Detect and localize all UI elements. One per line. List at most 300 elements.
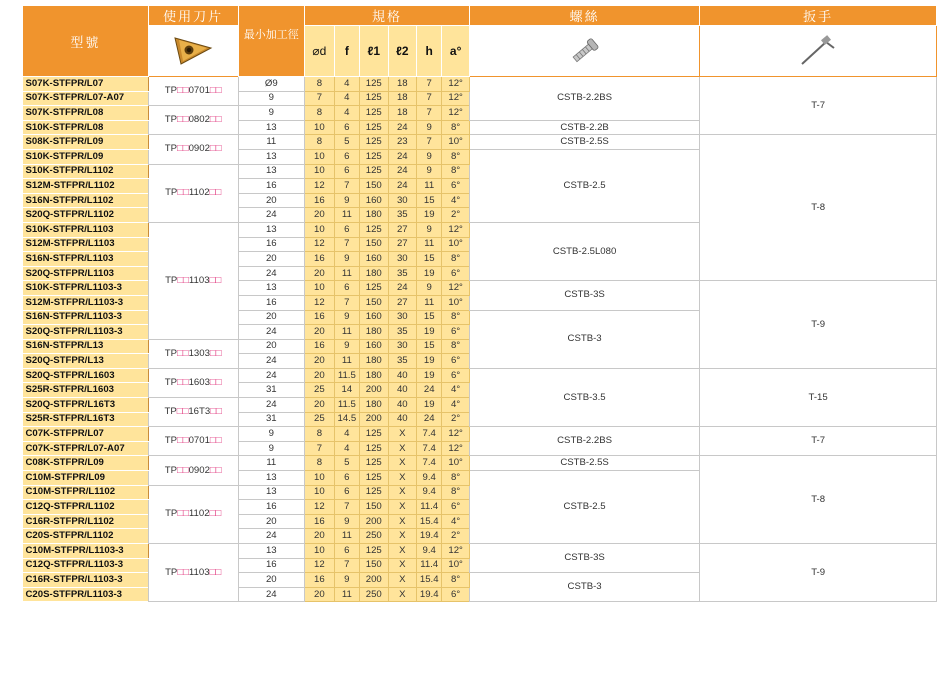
dim-a-cell: 2° [442, 208, 470, 223]
dim-l1-cell: 125 [360, 485, 389, 500]
dim-l2-cell: 40 [388, 368, 417, 383]
model-cell: S07K-STFPR/L07-A07 [23, 91, 149, 106]
placeholder-box: □□ [176, 85, 189, 97]
screw-cell: CSTB-3 [469, 573, 699, 602]
model-cell: C07K-STFPR/L07 [23, 427, 149, 442]
wrench-cell: T-8 [700, 135, 937, 281]
blade-cell [148, 164, 238, 222]
dim-d-cell: 10 [305, 281, 335, 296]
blade-prefix: TP [164, 85, 177, 97]
min-dia-cell: 13 [238, 544, 305, 559]
dim-d-cell: 20 [305, 208, 335, 223]
dim-l2-cell: X [388, 471, 417, 486]
dim-h-cell: 15.4 [417, 514, 442, 529]
dim-f-cell: 9 [334, 252, 359, 267]
model-cell: S10K-STFPR/L08 [23, 120, 149, 135]
blade-code: 1303 [188, 347, 210, 359]
dim-h-cell: 9 [417, 120, 442, 135]
placeholder-box: □□ [177, 508, 189, 520]
blade-cell [148, 544, 238, 602]
dim-h-cell: 15.4 [417, 573, 442, 588]
dim-l1-cell: 125 [360, 281, 389, 296]
dim-d-cell: 20 [305, 587, 335, 602]
dim-f-cell: 5 [334, 135, 359, 150]
dim-l2-cell: 24 [388, 179, 417, 194]
model-cell: S10K-STFPR/L1103-3 [23, 281, 149, 296]
dim-f-cell: 4 [334, 106, 359, 121]
dim-h-cell: 19 [417, 266, 442, 281]
dim-f-cell: 6 [334, 222, 359, 237]
table-row [23, 135, 937, 150]
dim-l1-cell: 200 [360, 412, 389, 427]
blade-cell [148, 77, 238, 106]
model-cell: C16R-STFPR/L1103-3 [23, 573, 149, 588]
dim-f-cell: 11 [334, 325, 359, 340]
dim-a-cell: 8° [442, 149, 470, 164]
table-row [23, 544, 937, 559]
dim-d-cell: 10 [305, 120, 335, 135]
dim-l2-header: ℓ2 [388, 26, 417, 77]
dim-l2-cell: 18 [388, 106, 417, 121]
dim-f-cell: 6 [334, 544, 359, 559]
dim-h-cell: 11 [417, 237, 442, 252]
wrench-cell: T-15 [700, 368, 937, 426]
wrench-image-cell [700, 26, 937, 77]
dim-h-cell: 7 [417, 106, 442, 121]
dim-h-cell: 24 [417, 412, 442, 427]
dim-d-cell: 8 [305, 77, 335, 92]
dim-d-cell: 20 [305, 368, 335, 383]
min-dia-cell: 31 [238, 383, 305, 398]
dim-d-cell: 12 [305, 295, 335, 310]
dim-d-cell: 20 [305, 398, 335, 413]
dim-d-cell: 16 [305, 310, 335, 325]
dim-a-cell: 12° [442, 441, 470, 456]
dim-l1-cell: 150 [360, 237, 389, 252]
dim-f-cell: 9 [334, 193, 359, 208]
dim-h-cell: 7.4 [417, 427, 442, 442]
dim-l2-cell: X [388, 514, 417, 529]
dim-h-cell: 11 [417, 179, 442, 194]
min-dia-cell: 24 [238, 266, 305, 281]
dim-l1-cell: 125 [360, 456, 389, 471]
dim-l1-cell: 200 [360, 383, 389, 398]
model-cell: S16N-STFPR/L13 [23, 339, 149, 354]
min-dia-cell: 13 [238, 120, 305, 135]
dim-a-cell: 8° [442, 339, 470, 354]
dim-l2-cell: 27 [388, 295, 417, 310]
dim-l1-cell: 180 [360, 354, 389, 369]
blade-prefix: TP [164, 435, 177, 447]
dim-f-cell: 6 [334, 471, 359, 486]
model-cell: S25R-STFPR/L1603 [23, 383, 149, 398]
min-dia-cell: 31 [238, 412, 305, 427]
dim-a-cell: 8° [442, 164, 470, 179]
dim-a-cell: 2° [442, 529, 470, 544]
dim-l1-cell: 180 [360, 266, 389, 281]
dim-a-cell: 10° [442, 295, 470, 310]
blade-cell [148, 135, 238, 164]
dim-l2-cell: 18 [388, 77, 417, 92]
min-dia-cell: Ø9 [238, 77, 305, 92]
dim-l1-cell: 160 [360, 339, 389, 354]
dim-a-cell: 6° [442, 179, 470, 194]
dim-h-cell: 19 [417, 398, 442, 413]
min-dia-cell: 13 [238, 471, 305, 486]
dim-h-cell: 15 [417, 252, 442, 267]
dim-f-cell: 9 [334, 339, 359, 354]
screw-cell: CSTB-3S [469, 544, 699, 573]
blade-code: 16T3 [188, 406, 211, 418]
dim-f-header: f [334, 26, 359, 77]
dim-l1-cell: 125 [360, 222, 389, 237]
dim-d-cell: 16 [305, 193, 335, 208]
insert-image-cell [148, 26, 238, 77]
dim-h-cell: 11.4 [417, 558, 442, 573]
blade-code: 1603 [188, 376, 210, 388]
dim-l1-cell: 200 [360, 514, 389, 529]
dim-h-cell: 24 [417, 383, 442, 398]
blade-prefix: TP [164, 406, 177, 418]
min-dia-cell: 24 [238, 325, 305, 340]
placeholder-box: □□ [209, 376, 222, 388]
model-cell: S10K-STFPR/L1103 [23, 222, 149, 237]
dim-d-cell: 10 [305, 149, 335, 164]
placeholder-box: □□ [177, 566, 189, 578]
dim-l2-cell: 35 [388, 354, 417, 369]
model-cell: S10K-STFPR/L1102 [23, 164, 149, 179]
dim-l2-cell: 27 [388, 237, 417, 252]
placeholder-box: □□ [209, 435, 222, 447]
dim-l2-cell: 35 [388, 266, 417, 281]
dim-a-cell: 4° [442, 193, 470, 208]
dim-l1-cell: 125 [360, 106, 389, 121]
dim-l2-cell: 30 [388, 310, 417, 325]
min-dia-cell: 24 [238, 208, 305, 223]
dim-l2-cell: X [388, 587, 417, 602]
dim-l1-cell: 150 [360, 295, 389, 310]
dim-a-cell: 4° [442, 383, 470, 398]
dim-d-cell: 12 [305, 179, 335, 194]
dim-f-cell: 5 [334, 456, 359, 471]
dim-f-cell: 6 [334, 149, 359, 164]
dim-d-cell: 16 [305, 252, 335, 267]
dim-f-cell: 4 [334, 441, 359, 456]
model-cell: C08K-STFPR/L09 [23, 456, 149, 471]
dim-a-cell: 10° [442, 558, 470, 573]
screw-cell: CSTB-2.5L080 [469, 222, 699, 280]
dim-l1-cell: 125 [360, 149, 389, 164]
dim-f-cell: 6 [334, 164, 359, 179]
dim-h-cell: 7 [417, 77, 442, 92]
min-dia-cell: 16 [238, 500, 305, 515]
model-cell: S12M-STFPR/L1103-3 [23, 295, 149, 310]
dim-d-cell: 10 [305, 471, 335, 486]
min-dia-cell: 16 [238, 295, 305, 310]
dim-h-cell: 11.4 [417, 500, 442, 515]
dim-l1-cell: 150 [360, 179, 389, 194]
dim-l1-cell: 180 [360, 398, 389, 413]
dim-h-cell: 15 [417, 310, 442, 325]
model-cell: S20Q-STFPR/L1103-3 [23, 325, 149, 340]
dim-a-cell: 12° [442, 544, 470, 559]
min-dia-cell: 9 [238, 106, 305, 121]
screw-cell: CSTB-2.2BS [469, 427, 699, 456]
wrench-cell: T-7 [700, 427, 937, 456]
blade-prefix: TP [165, 566, 178, 578]
dim-l2-cell: 18 [388, 91, 417, 106]
dim-d-cell: 10 [305, 164, 335, 179]
dim-h-cell: 9.4 [417, 485, 442, 500]
dim-a-cell: 4° [442, 398, 470, 413]
dim-f-cell: 11 [334, 587, 359, 602]
dim-h-cell: 19 [417, 208, 442, 223]
dim-l2-cell: X [388, 485, 417, 500]
placeholder-box: □□ [176, 114, 189, 126]
model-cell: S10K-STFPR/L09 [23, 149, 149, 164]
min-dia-cell: 11 [238, 456, 305, 471]
placeholder-box: □□ [209, 114, 222, 126]
placeholder-box: □□ [209, 566, 222, 578]
model-cell: S20Q-STFPR/L1603 [23, 368, 149, 383]
dim-a-cell: 12° [442, 281, 470, 296]
wrench-cell: T-9 [700, 281, 937, 369]
min-dia-cell: 13 [238, 222, 305, 237]
dim-h-cell: 19 [417, 368, 442, 383]
min-dia-cell: 20 [238, 573, 305, 588]
dim-l2-cell: 24 [388, 149, 417, 164]
blade-prefix: TP [164, 114, 177, 126]
dim-h-cell: 19.4 [417, 529, 442, 544]
dim-d-cell: 10 [305, 222, 335, 237]
dim-d-cell: 20 [305, 529, 335, 544]
blade-prefix: TP [164, 347, 177, 359]
dim-l1-cell: 200 [360, 573, 389, 588]
dim-f-cell: 9 [334, 310, 359, 325]
dim-f-cell: 14 [334, 383, 359, 398]
blade-cell [148, 398, 238, 427]
screw-cell: CSTB-2.2BS [469, 77, 699, 121]
blade-code: 0902 [188, 143, 210, 155]
screw-cell: CSTB-3 [469, 310, 699, 368]
placeholder-box: □□ [176, 347, 189, 359]
placeholder-box: □□ [209, 85, 222, 97]
dim-h-cell: 15 [417, 193, 442, 208]
min-dia-cell: 24 [238, 398, 305, 413]
dim-h-cell: 9.4 [417, 544, 442, 559]
dim-f-cell: 7 [334, 295, 359, 310]
dim-l1-header: ℓ1 [360, 26, 389, 77]
spec-table [22, 5, 937, 602]
dim-l1-cell: 180 [360, 325, 389, 340]
dim-a-cell: 6° [442, 587, 470, 602]
min-dia-header: 最小加工徑 [238, 6, 305, 77]
dim-d-cell: 12 [305, 558, 335, 573]
dim-l2-cell: 24 [388, 281, 417, 296]
dim-a-cell: 8° [442, 485, 470, 500]
dim-l1-cell: 125 [360, 471, 389, 486]
dim-l2-cell: 30 [388, 193, 417, 208]
dim-f-cell: 9 [334, 514, 359, 529]
dim-a-cell: 8° [442, 120, 470, 135]
placeholder-box: □□ [177, 187, 189, 199]
dim-a-cell: 6° [442, 368, 470, 383]
min-dia-cell: 16 [238, 179, 305, 194]
dim-f-cell: 11 [334, 529, 359, 544]
dim-l1-cell: 250 [360, 529, 389, 544]
dim-h-cell: 7.4 [417, 456, 442, 471]
screw-cell: CSTB-2.5 [469, 149, 699, 222]
dim-l2-cell: X [388, 427, 417, 442]
blade-code: 0701 [188, 85, 210, 97]
placeholder-box: □□ [176, 143, 189, 155]
placeholder-box: □□ [176, 464, 189, 476]
screw-cell: CSTB-3.5 [469, 368, 699, 426]
spec-header: 規格 [305, 6, 470, 26]
min-dia-cell: 13 [238, 149, 305, 164]
model-cell: S20Q-STFPR/L1102 [23, 208, 149, 223]
model-cell: S25R-STFPR/L16T3 [23, 412, 149, 427]
dim-f-cell: 11.5 [334, 398, 359, 413]
placeholder-box: □□ [177, 274, 189, 286]
dim-d-cell: 16 [305, 514, 335, 529]
blade-code: 1102 [188, 508, 210, 520]
blade-code: 1102 [188, 187, 210, 199]
blade-cell [148, 339, 238, 368]
dim-d-cell: 8 [305, 427, 335, 442]
dim-h-cell: 7 [417, 135, 442, 150]
placeholder-box: □□ [176, 435, 189, 447]
dim-f-cell: 11 [334, 208, 359, 223]
model-cell: C20S-STFPR/L1103-3 [23, 587, 149, 602]
model-cell: C12Q-STFPR/L1103-3 [23, 558, 149, 573]
min-dia-cell: 20 [238, 193, 305, 208]
dim-d-cell: 25 [305, 412, 335, 427]
dim-h-cell: 9.4 [417, 471, 442, 486]
placeholder-box: □□ [209, 347, 222, 359]
dim-h-cell: 19 [417, 325, 442, 340]
min-dia-cell: 9 [238, 91, 305, 106]
model-cell: S07K-STFPR/L08 [23, 106, 149, 121]
dim-h-cell: 9 [417, 222, 442, 237]
dim-h-cell: 7.4 [417, 441, 442, 456]
dim-l2-cell: X [388, 456, 417, 471]
dim-l1-cell: 180 [360, 208, 389, 223]
dim-a-cell: 12° [442, 77, 470, 92]
dim-f-cell: 6 [334, 485, 359, 500]
placeholder-box: □□ [209, 464, 222, 476]
dim-l2-cell: X [388, 544, 417, 559]
dim-h-cell: 9 [417, 149, 442, 164]
dim-l2-cell: 40 [388, 412, 417, 427]
dim-a-header: a° [442, 26, 470, 77]
blade-cell [148, 222, 238, 339]
dim-d-cell: 8 [305, 106, 335, 121]
dim-d-cell: 12 [305, 237, 335, 252]
screw-cell: CSTB-3S [469, 281, 699, 310]
model-cell: S20Q-STFPR/L16T3 [23, 398, 149, 413]
dim-a-cell: 10° [442, 135, 470, 150]
model-cell: S12M-STFPR/L1102 [23, 179, 149, 194]
blade-prefix: TP [164, 464, 177, 476]
min-dia-cell: 11 [238, 135, 305, 150]
dim-d-cell: 10 [305, 544, 335, 559]
model-header: 型號 [23, 6, 149, 77]
screw-image-cell [469, 26, 699, 77]
dim-f-cell: 11 [334, 354, 359, 369]
wrench-header: 扳手 [700, 6, 937, 26]
blade-code: 1103 [188, 274, 210, 286]
dim-a-cell: 6° [442, 500, 470, 515]
dim-l1-cell: 150 [360, 500, 389, 515]
dim-f-cell: 11.5 [334, 368, 359, 383]
dim-d-header: ⌀d [305, 26, 335, 77]
blade-cell [148, 106, 238, 135]
dim-d-cell: 10 [305, 485, 335, 500]
blade-cell [148, 485, 238, 543]
dim-a-cell: 8° [442, 310, 470, 325]
dim-l2-cell: 40 [388, 398, 417, 413]
dim-f-cell: 14.5 [334, 412, 359, 427]
dim-l1-cell: 125 [360, 544, 389, 559]
table-row [23, 456, 937, 471]
blade-code: 1103 [188, 566, 210, 578]
dim-d-cell: 7 [305, 91, 335, 106]
dim-f-cell: 11 [334, 266, 359, 281]
screw-cell: CSTB-2.5 [469, 471, 699, 544]
dim-a-cell: 8° [442, 471, 470, 486]
model-cell: C12Q-STFPR/L1102 [23, 500, 149, 515]
dim-l1-cell: 125 [360, 120, 389, 135]
dim-h-cell: 7 [417, 91, 442, 106]
screw-cell: CSTB-2.2B [469, 120, 699, 135]
dim-d-cell: 12 [305, 500, 335, 515]
min-dia-cell: 24 [238, 368, 305, 383]
dim-h-cell: 11 [417, 295, 442, 310]
dim-l1-cell: 250 [360, 587, 389, 602]
dim-a-cell: 12° [442, 106, 470, 121]
blade-prefix: TP [165, 508, 178, 520]
model-cell: S20Q-STFPR/L13 [23, 354, 149, 369]
dim-f-cell: 7 [334, 558, 359, 573]
dim-h-cell: 19.4 [417, 587, 442, 602]
blade-code: 0701 [188, 435, 210, 447]
model-cell: C16R-STFPR/L1102 [23, 514, 149, 529]
dim-d-cell: 16 [305, 573, 335, 588]
min-dia-cell: 24 [238, 354, 305, 369]
dim-a-cell: 2° [442, 412, 470, 427]
min-dia-cell: 24 [238, 529, 305, 544]
model-cell: C20S-STFPR/L1102 [23, 529, 149, 544]
dim-d-cell: 8 [305, 135, 335, 150]
dim-a-cell: 10° [442, 237, 470, 252]
model-cell: C10M-STFPR/L1102 [23, 485, 149, 500]
torx-wrench-icon [798, 34, 838, 68]
placeholder-box: □□ [176, 376, 189, 388]
min-dia-cell: 20 [238, 252, 305, 267]
min-dia-cell: 20 [238, 339, 305, 354]
dim-l1-cell: 160 [360, 310, 389, 325]
screw-cell: CSTB-2.5S [469, 456, 699, 471]
dim-f-cell: 6 [334, 281, 359, 296]
dim-a-cell: 6° [442, 354, 470, 369]
min-dia-cell: 13 [238, 164, 305, 179]
dim-h-header: h [417, 26, 442, 77]
dim-l1-cell: 125 [360, 441, 389, 456]
dim-h-cell: 15 [417, 339, 442, 354]
dim-f-cell: 6 [334, 120, 359, 135]
dim-a-cell: 12° [442, 91, 470, 106]
